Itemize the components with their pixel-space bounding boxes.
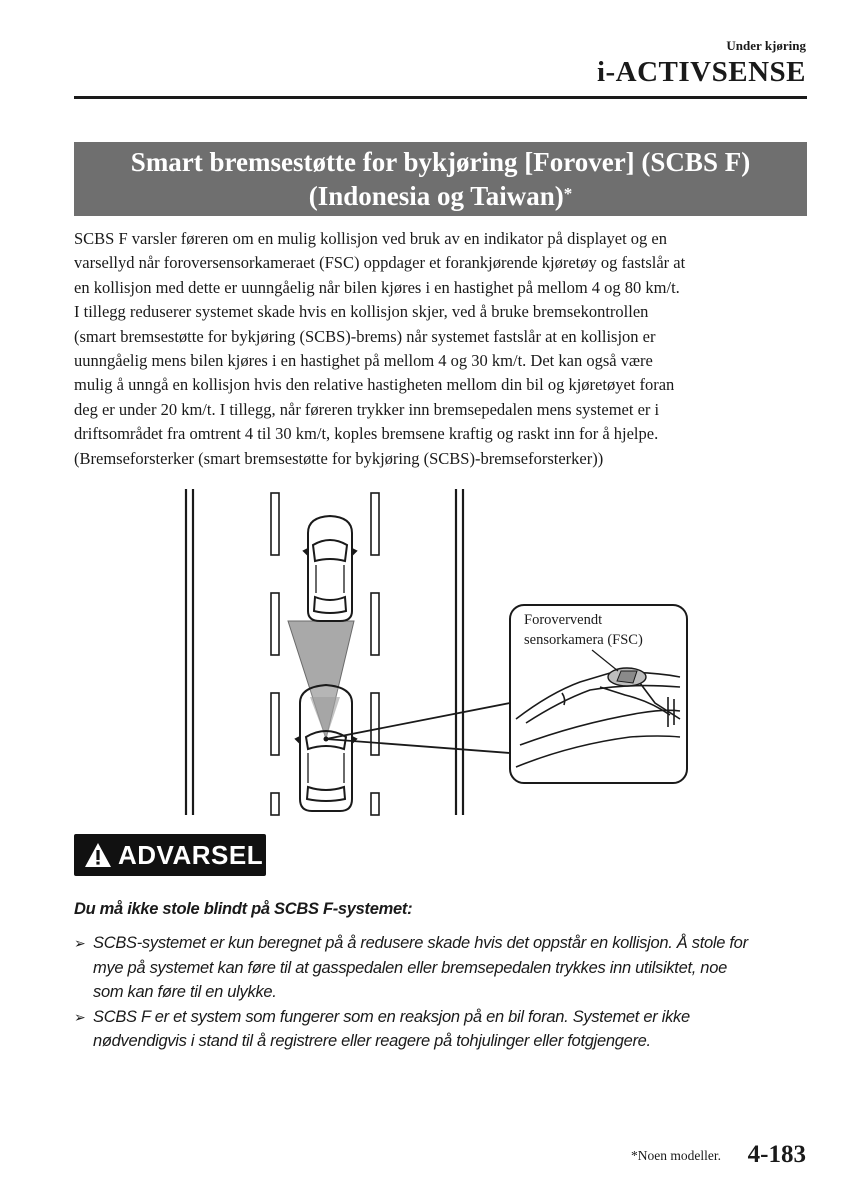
warning-item	[74, 931, 814, 1005]
warning-line: som kan føre til en ulykke.	[93, 983, 277, 1001]
own-car	[296, 685, 356, 811]
body-line: varsellyd når foroversensorkameraet (FSC) oppdager et forankjørende kjøretøy og fastslår at	[74, 253, 686, 273]
body-line: (Bremseforsterker (smart bremsestøtte for bykjøring (SCBS)-bremseforsterker))	[74, 448, 604, 468]
body-line: deg er under 20 km/t. I tillegg, når føreren trykker inn bremsepedalen mens systemet er i	[74, 399, 660, 419]
chapter-title: i-ACTIVSENSE	[596, 56, 806, 88]
warning-item	[74, 1005, 814, 1054]
warning-heading: Du må ikke stole blindt på SCBS F-systemet:	[74, 900, 413, 918]
footnote: *Noen modeller.	[631, 1148, 721, 1163]
section-title-line1: Smart bremsestøtte for bykjøring [Forover] (SCBS F)	[130, 147, 751, 177]
body-line: I tillegg reduserer systemet skade hvis en kollisjon skjer, ved å bruke bremsekontrollen	[74, 302, 649, 322]
body-line: uunngåelig mens bilen kjøres i en hastighet på mellom 4 og 30 km/t. Det kan også være	[74, 351, 653, 371]
callout-lines	[326, 703, 510, 753]
body-line: SCBS F varsler føreren om en mulig kollisjon ved bruk av en indikator på displayet og en	[74, 229, 667, 248]
body-line: mulig å unngå en kollisjon hvis den relative hastigheten mellom din bil og kjøretøyet foran	[74, 375, 675, 395]
title-asterisk: *	[563, 184, 573, 203]
header-divider	[74, 96, 807, 99]
warning-list	[74, 931, 814, 1054]
arrow-bullet-icon: ➢	[74, 935, 86, 951]
camera-inset	[510, 605, 687, 783]
body-line: en kollisjon med dette er uunngåelig når bilen kjøres i en hastighet på mellom 4 og 80 km/t.	[74, 277, 680, 297]
warning-line: nødvendigvis i stand til å registrere eller reagere på tohjulinger eller fotgjengere.	[93, 1032, 651, 1050]
section-title-box	[74, 142, 807, 216]
warning-banner	[74, 834, 266, 876]
camera-callout-line2: sensorkamera (FSC)	[524, 632, 643, 648]
warning-line: SCBS F er et system som fungerer som en reaksjon på en bil foran. Systemet er ikke	[93, 1007, 690, 1026]
warning-label: ADVARSEL	[118, 840, 264, 870]
section-title-line2	[74, 179, 807, 213]
body-line: driftsområdet fra omtrent 4 til 30 km/t, koples bremsene kraftig og raskt inn for å hjelpe.	[74, 424, 659, 444]
scbs-illustration	[180, 487, 700, 817]
lead-car	[304, 516, 356, 621]
section-label: Under kjøring	[726, 38, 806, 53]
warning-line: SCBS-systemet er kun beregnet på å redusere skade hvis det oppstår en kollisjon. Å stole for	[93, 934, 748, 952]
warning-triangle-icon	[84, 842, 112, 868]
body-line: (smart bremsestøtte for bykjøring (SCBS)-brems) når systemet fastslår at en kollisjon er	[74, 326, 656, 346]
arrow-bullet-icon: ➢	[74, 1008, 86, 1025]
page-number: 4-183	[747, 1141, 806, 1168]
body-paragraph	[74, 227, 814, 471]
warning-line: mye på systemet kan føre til at gasspedalen eller bremsepedalen trykkes inn utilsiktet, noe	[93, 958, 727, 977]
camera-callout-line1: Forovervendt	[524, 612, 603, 628]
section-title-line2-text: (Indonesia og Taiwan)	[308, 181, 564, 211]
